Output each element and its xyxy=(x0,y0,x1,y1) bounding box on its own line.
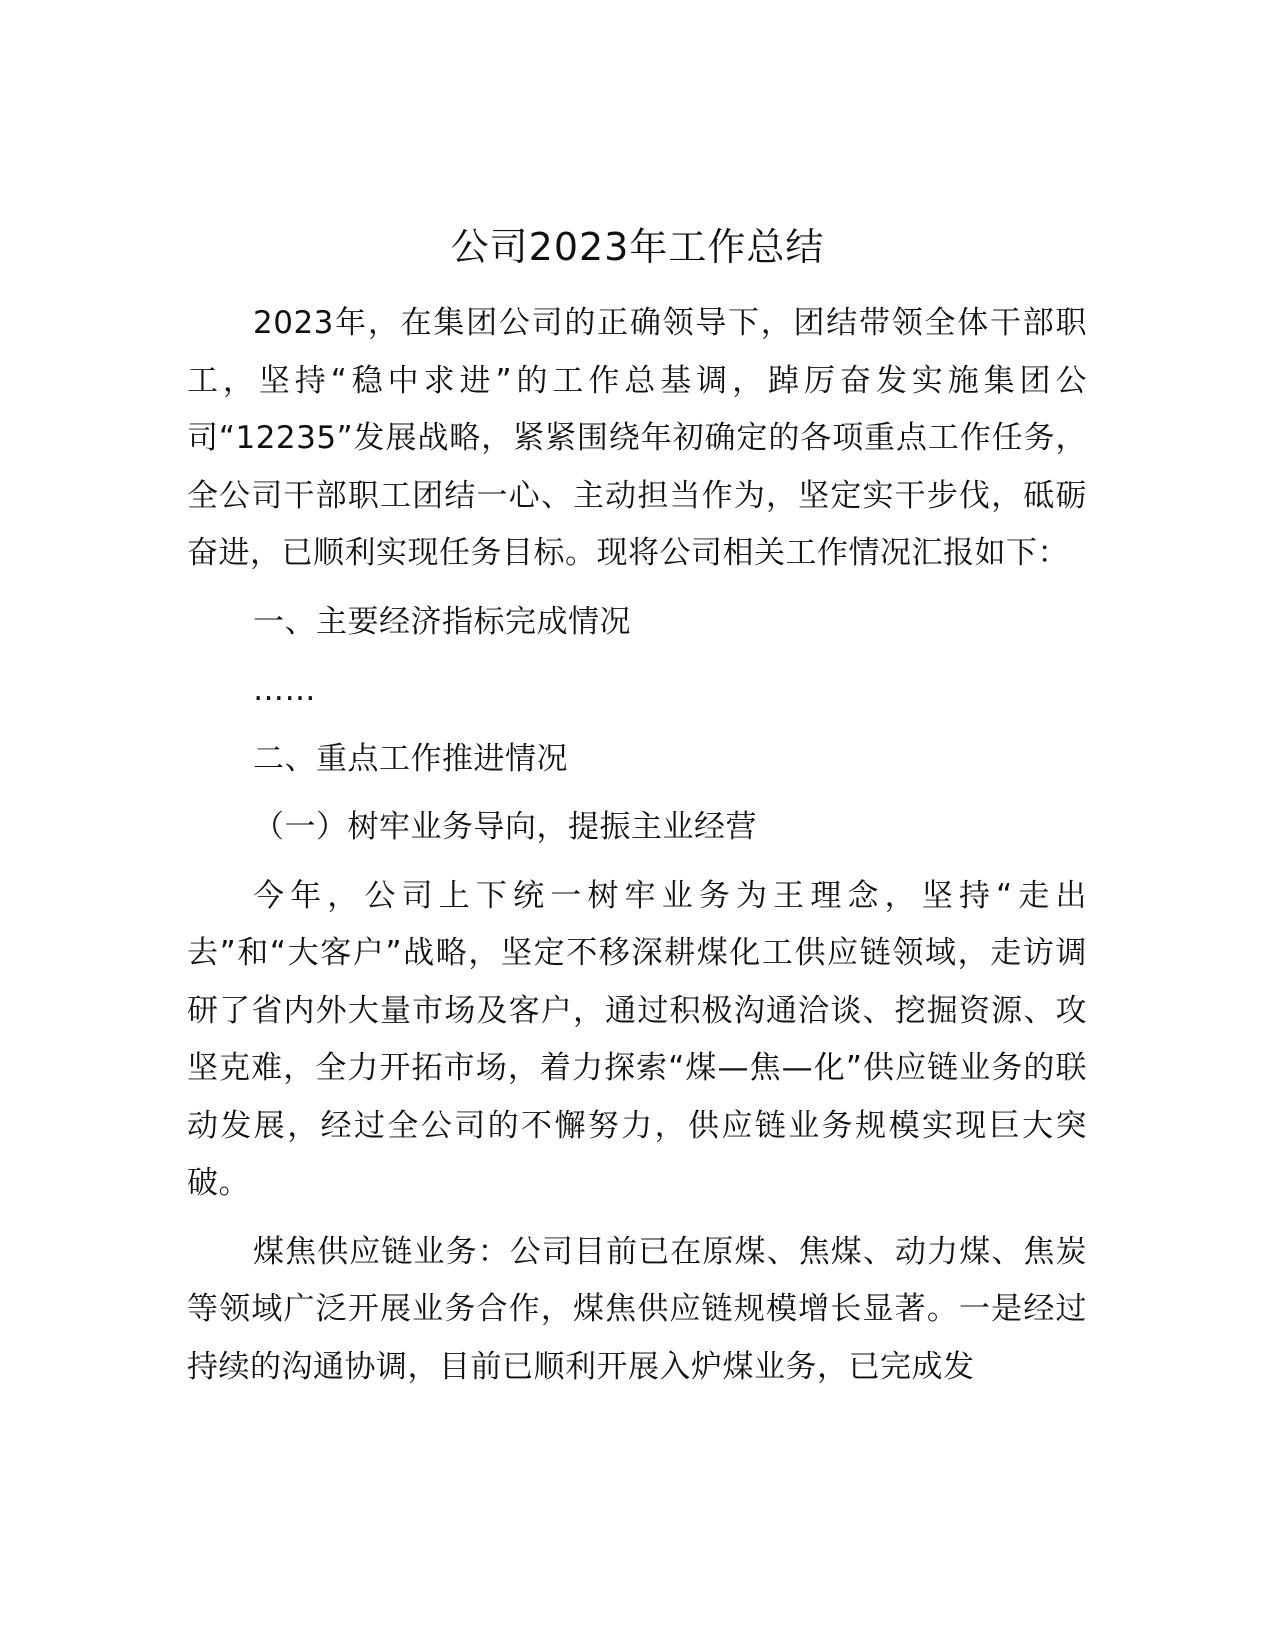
section-2-heading: 二、重点工作推进情况 xyxy=(253,740,568,777)
document-body xyxy=(187,295,1087,1396)
section-1-heading: 一、主要经济指标完成情况 xyxy=(253,603,631,640)
coal-coke-paragraph: 煤焦供应链业务：公司目前已在原煤、焦煤、动力煤、焦炭等领域广泛开展业务合作，煤焦供应链规模增长显著。一是经过持续的沟通协调，目前已顺利开展入炉煤业务，已完成发 xyxy=(187,1233,1087,1385)
ellipsis-line: …… xyxy=(253,672,316,708)
document-title: 公司2023年工作总结 xyxy=(450,225,825,269)
subsection-1-heading: （一）树牢业务导向，提振主业经营 xyxy=(253,809,757,845)
intro-paragraph: 2023年，在集团公司的正确领导下，团结带领全体干部职工，坚持“稳中求进”的工作总基调，踔厉奋发实施集团公司“12235”发展战略，紧紧围绕年初确定的各项重点工作任务，全公司干部职工团结一心、主动担当作为，坚定实干步伐，砥砺奋进，已顺利实现任务目标。现将公司相关工作情况汇报如下： xyxy=(187,305,1087,571)
subsection-1-paragraph: 今年，公司上下统一树牢业务为王理念，坚持“走出去”和“大客户”战略，坚定不移深耕煤化工供应链领域，走访调研了省内外大量市场及客户，通过积极沟通洽谈、挖掘资源、攻坚克难，全力开拓市场，着力探索“煤—焦—化”供应链业务的联动发展，经过全公司的不懈努力，供应链业务规模实现巨大突破。 xyxy=(187,877,1087,1201)
